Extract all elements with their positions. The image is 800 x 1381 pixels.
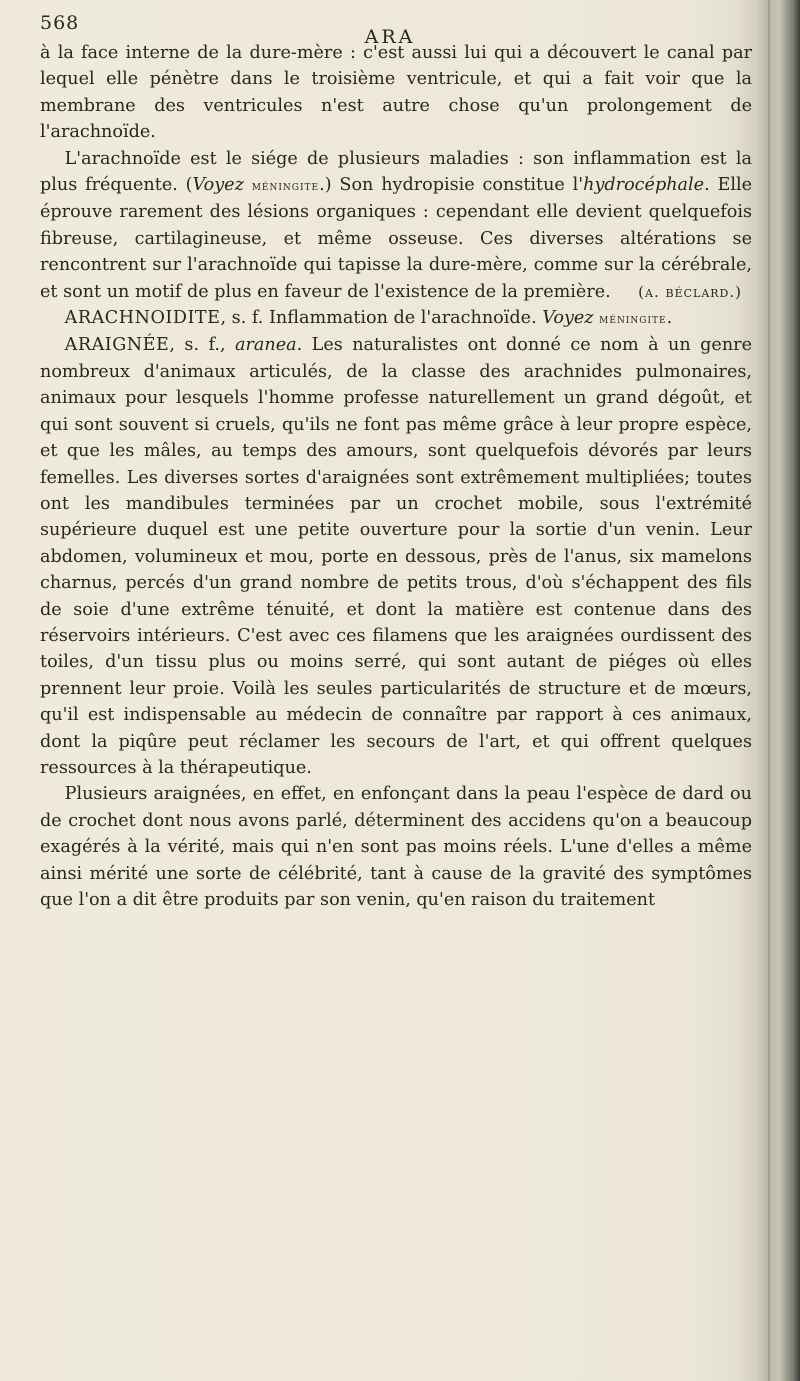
cross-ref-voyez: Voyez	[192, 175, 244, 196]
page-binding-edge	[754, 0, 800, 1381]
paragraph-text: à la face interne de la dure-mère : c'est aussi lui qui a découvert le canal par lequel elle pénètre dans le troisième ventricule, et qui a fait voir que la membrane des ventricules n'est autre chose qu'un prolongement de l'arachnoïde.	[40, 43, 752, 143]
paragraph-text: Plusieurs araignées, en effet, en enfonçant dans la peau l'espèce de dard ou de crochet dont nous avons parlé, déterminent des accidens qu'on a beaucoup exagérés à la vérité, mais qui n'en sont pas moins réels. L'une d'elles a même ainsi mérité une sorte de célébrité, tant à cause de la gravité des symptômes que l'on a dit être produits par son venin, qu'en raison du traitement	[40, 784, 752, 911]
author-signature: (a. béclard.)	[638, 282, 742, 301]
latin-term: aranea	[234, 335, 297, 356]
entry-arachnoidite	[40, 305, 752, 332]
paragraph-arachnoide-continued	[40, 40, 752, 146]
cross-ref-meningite: méningite	[599, 311, 667, 328]
entry-araignee	[40, 332, 752, 781]
entry-headword: ARAIGNÉE	[64, 335, 170, 356]
paragraph-text: .) Son hydropisie constitue l'	[319, 175, 584, 196]
cross-ref-meningite: méningite	[251, 178, 320, 195]
paragraph-text: , s. f.,	[169, 335, 235, 356]
paragraph-araignee-venin	[40, 781, 752, 913]
entry-headword: ARACHNOIDITE	[64, 308, 221, 329]
cross-ref-voyez: Voyez	[542, 308, 594, 329]
paragraph-text: . Elle éprouve rarement des lésions organiques : cependant elle devient quelquefois fibreuse, cartilagineuse, et même osseuse. Ces diverses altérations se rencontrent sur l'arachnoïde qui tapisse la dure-mère, comme sur la cérébrale, et sont un motif de plus en faveur de l'existence de la première.	[40, 175, 753, 302]
body-text	[40, 40, 752, 913]
paragraph-text: .	[666, 308, 673, 329]
paragraph-text: . Les naturalistes ont donné ce nom à un genre nombreux d'animaux articulés, de la classe des arachnides pulmonaires, animaux pour lesquels l'homme professe naturellement un grand dégoût, et qui sont souvent si cruels, qu'ils ne font pas même grâce à leur propre espèce, et que les mâles, au temps des amours, sont quelquefois dévorés par leurs femelles. Les diverses sortes d'araignées sont extrêmement multipliées; toutes ont les mandibules terminées par un crochet mobile, sous l'extrémité supérieure duquel est une petite ouverture pour la sortie d'un venin. Leur abdomen, volumineux et mou, porte en dessous, près de l'anus, six mamelons charnus, percés d'un grand nombre de petits trous, d'où s'échappent des fils de soie d'une extrême ténuité, et dont la matière est contenue dans des réservoirs intérieurs. C'est avec ces filamens que les araignées ourdissent des toiles, d'un tissu plus ou moins serré, qui sont autant de piéges où elles prennent leur proie. Voilà les seules particularités de structure et de mœurs, qu'il est indispensable au médecin de connaître par rapport à ces animaux, dont la piqûre peut réclamer les secours de l'art, et qui offrent quelques ressources à la thérapeutique.	[40, 335, 752, 778]
term-hydrocephale: hydrocéphale	[583, 175, 705, 196]
page-header	[40, 6, 740, 48]
binding-fold-line	[768, 0, 770, 1381]
running-head: ARA	[364, 26, 416, 48]
paragraph-text: , s. f. Inflammation de l'arachnoïde.	[220, 308, 543, 329]
page-number: 568	[40, 12, 80, 34]
paragraph-text: L'arachnoïde est le siége de plusieurs maladies : son inflammation est la plus fréquente. (	[40, 148, 752, 196]
